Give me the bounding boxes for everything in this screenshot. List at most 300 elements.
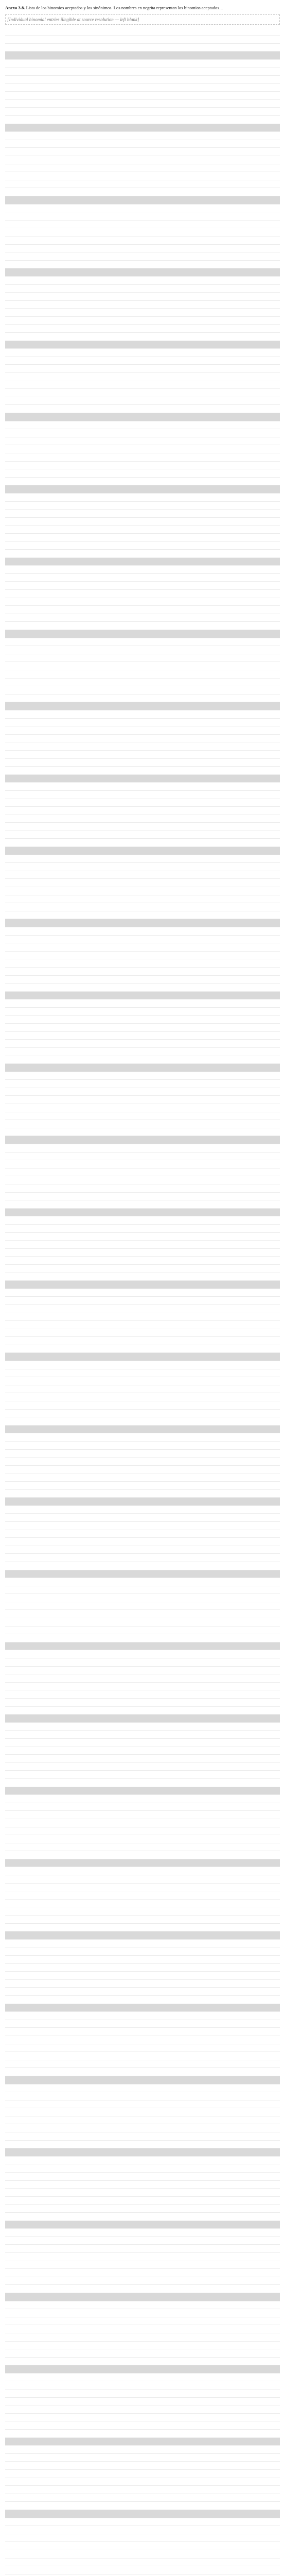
list-item — [5, 228, 280, 236]
list-item — [5, 815, 280, 823]
list-item — [5, 44, 280, 52]
list-item — [5, 2358, 280, 2366]
list-item — [5, 1056, 280, 1064]
list-item — [5, 622, 280, 630]
list-item — [5, 317, 280, 325]
list-item — [5, 1996, 280, 2004]
list-item — [5, 1241, 280, 1249]
list-item — [5, 638, 280, 647]
list-item — [5, 1586, 280, 1595]
list-item — [5, 132, 280, 140]
list-item — [5, 413, 280, 421]
list-item — [5, 205, 280, 213]
list-item — [5, 871, 280, 879]
list-item — [5, 1683, 280, 1691]
list-item — [5, 1747, 280, 1755]
list-item — [5, 879, 280, 887]
list-item — [5, 839, 280, 847]
list-item — [5, 919, 280, 927]
list-item — [5, 268, 280, 277]
list-item — [5, 349, 280, 357]
illegible-notice: [Individual binomial entries illegible at source resolution — left blank] — [5, 14, 280, 25]
list-item — [5, 542, 280, 550]
list-item — [5, 188, 280, 196]
list-item — [5, 76, 280, 84]
list-item — [5, 566, 280, 574]
list-item — [5, 984, 280, 992]
list-caption-prefix: Anexo 3.8. — [5, 5, 25, 10]
list-item — [5, 1273, 280, 1281]
list-item — [5, 437, 280, 446]
list-item — [5, 1715, 280, 1723]
list-item — [5, 694, 280, 703]
list-item — [5, 2148, 280, 2157]
list-item — [5, 1980, 280, 1988]
list-item — [5, 2092, 280, 2100]
list-item — [5, 1884, 280, 1892]
list-item — [5, 28, 280, 36]
list-item — [5, 60, 280, 68]
list-item — [5, 1072, 280, 1080]
list-item — [5, 180, 280, 189]
list-item — [5, 1104, 280, 1112]
list-item — [5, 959, 280, 968]
list-item — [5, 2414, 280, 2422]
list-item — [5, 1795, 280, 1803]
list-item — [5, 2374, 280, 2382]
list-item — [5, 1329, 280, 1337]
list-item — [5, 1321, 280, 1329]
list-item — [5, 582, 280, 590]
list-item — [5, 767, 280, 775]
list-item — [5, 759, 280, 767]
list-item — [5, 1209, 280, 1217]
list-caption — [5, 5, 280, 11]
list-item — [5, 1008, 280, 1016]
list-item — [5, 1498, 280, 1506]
list-item — [5, 968, 280, 976]
list-item — [5, 52, 280, 60]
list-item — [5, 172, 280, 180]
list-item — [5, 1707, 280, 1715]
list-item — [5, 236, 280, 245]
list-item — [5, 2205, 280, 2213]
list-item — [5, 1506, 280, 1514]
list-item — [5, 1658, 280, 1667]
list-item — [5, 2285, 280, 2293]
list-item — [5, 1225, 280, 1233]
list-item — [5, 2084, 280, 2093]
list-item — [5, 895, 280, 904]
list-item — [5, 1907, 280, 1916]
list-item — [5, 911, 280, 920]
list-item — [5, 1265, 280, 1273]
list-item — [5, 1016, 280, 1024]
list-item — [5, 590, 280, 598]
list-item — [5, 534, 280, 542]
list-item — [5, 936, 280, 944]
list-item — [5, 1088, 280, 1096]
list-item — [5, 2124, 280, 2132]
list-item — [5, 686, 280, 694]
list-item — [5, 2108, 280, 2116]
list-item — [5, 1040, 280, 1048]
list-item — [5, 2333, 280, 2342]
list-item — [5, 1859, 280, 1868]
list-item — [5, 1610, 280, 1618]
list-item — [5, 293, 280, 301]
list-item — [5, 807, 280, 815]
list-item — [5, 245, 280, 253]
list-item — [5, 702, 280, 710]
list-item — [5, 1184, 280, 1193]
list-item — [5, 823, 280, 831]
list-item — [5, 2141, 280, 2149]
list-item — [5, 2229, 280, 2237]
list-item — [5, 1385, 280, 1394]
list-item — [5, 2389, 280, 2398]
list-item — [5, 2004, 280, 2012]
list-item — [5, 2197, 280, 2205]
list-item — [5, 1811, 280, 1819]
list-item — [5, 1755, 280, 1763]
list-item — [5, 999, 280, 1008]
list-item — [5, 558, 280, 566]
list-item — [5, 2486, 280, 2494]
list-item — [5, 2365, 280, 2374]
list-item — [5, 2325, 280, 2333]
list-item — [5, 1988, 280, 1996]
list-item — [5, 124, 280, 132]
list-item — [5, 1433, 280, 1442]
list-item — [5, 1442, 280, 1450]
list-item — [5, 614, 280, 622]
list-item — [5, 2398, 280, 2406]
list-item — [5, 485, 280, 494]
list-item — [5, 84, 280, 92]
list-item — [5, 2342, 280, 2350]
list-item — [5, 2405, 280, 2414]
list-item — [5, 2446, 280, 2454]
list-item — [5, 196, 280, 205]
list-item — [5, 1642, 280, 1651]
list-item — [5, 277, 280, 285]
list-item — [5, 630, 280, 638]
list-item — [5, 397, 280, 405]
list-item — [5, 2173, 280, 2181]
list-item — [5, 1417, 280, 1426]
list-item — [5, 863, 280, 871]
list-item — [5, 261, 280, 269]
list-item — [5, 1626, 280, 1635]
list-item — [5, 518, 280, 526]
list-item — [5, 831, 280, 839]
synonym-list — [5, 28, 280, 2576]
list-item — [5, 2502, 280, 2510]
list-item — [5, 1956, 280, 1964]
list-item — [5, 92, 280, 100]
list-item — [5, 791, 280, 799]
list-item — [5, 1594, 280, 1602]
list-item — [5, 976, 280, 984]
list-item — [5, 1361, 280, 1369]
list-item — [5, 2181, 280, 2189]
list-item — [5, 662, 280, 670]
list-item — [5, 1931, 280, 1940]
list-item — [5, 710, 280, 719]
list-item — [5, 1281, 280, 1289]
list-item — [5, 2381, 280, 2389]
list-item — [5, 381, 280, 389]
list-item — [5, 285, 280, 293]
list-item — [5, 1136, 280, 1144]
list-item — [5, 1891, 280, 1900]
list-item — [5, 1257, 280, 1265]
list-item — [5, 1369, 280, 1378]
list-item — [5, 1554, 280, 1562]
list-item — [5, 2164, 280, 2173]
list-item — [5, 2430, 280, 2438]
list-item — [5, 726, 280, 735]
list-item — [5, 1289, 280, 1297]
list-item — [5, 2293, 280, 2301]
list-item — [5, 1667, 280, 1675]
list-item — [5, 1690, 280, 1699]
list-item — [5, 469, 280, 478]
list-item — [5, 252, 280, 261]
list-item — [5, 2494, 280, 2502]
list-item — [5, 116, 280, 124]
list-item — [5, 2157, 280, 2165]
list-item — [5, 2221, 280, 2229]
list-item — [5, 1377, 280, 1385]
list-item — [5, 2534, 280, 2543]
list-item — [5, 2060, 280, 2069]
list-item — [5, 2550, 280, 2558]
list-item — [5, 1916, 280, 1924]
list-item — [5, 1570, 280, 1579]
list-item — [5, 1080, 280, 1088]
list-item — [5, 2558, 280, 2567]
list-item — [5, 1450, 280, 1458]
list-item — [5, 212, 280, 221]
list-item — [5, 1064, 280, 1072]
list-item — [5, 2012, 280, 2020]
list-item — [5, 1401, 280, 1410]
list-item — [5, 309, 280, 317]
list-item — [5, 679, 280, 687]
list-item — [5, 478, 280, 486]
list-item — [5, 1112, 280, 1121]
list-item — [5, 574, 280, 582]
list-item — [5, 2349, 280, 2358]
list-item — [5, 887, 280, 895]
list-item — [5, 719, 280, 727]
list-item — [5, 1426, 280, 1434]
list-item — [5, 2526, 280, 2534]
list-item — [5, 156, 280, 164]
list-item — [5, 1731, 280, 1739]
list-item — [5, 1650, 280, 1658]
list-item — [5, 1200, 280, 1209]
list-item — [5, 333, 280, 341]
list-item — [5, 606, 280, 614]
list-item — [5, 2542, 280, 2550]
list-item — [5, 357, 280, 365]
list-item — [5, 927, 280, 936]
list-item — [5, 1803, 280, 1811]
list-item — [5, 1900, 280, 1908]
list-item — [5, 735, 280, 743]
list-item — [5, 1739, 280, 1747]
list-item — [5, 1578, 280, 1586]
list-item — [5, 1602, 280, 1611]
list-item — [5, 494, 280, 502]
list-item — [5, 1618, 280, 1626]
list-item — [5, 2566, 280, 2574]
list-item — [5, 1835, 280, 1843]
list-item — [5, 1144, 280, 1153]
list-item — [5, 1924, 280, 1932]
list-item — [5, 1522, 280, 1530]
list-item — [5, 445, 280, 453]
list-item — [5, 1249, 280, 1257]
list-item — [5, 1337, 280, 1345]
list-item — [5, 598, 280, 606]
list-item — [5, 2189, 280, 2197]
list-item — [5, 1530, 280, 1538]
list-item — [5, 1458, 280, 1466]
list-item — [5, 903, 280, 911]
list-item — [5, 1153, 280, 1161]
list-item — [5, 421, 280, 430]
list-item — [5, 1851, 280, 1859]
list-item — [5, 2052, 280, 2060]
list-item — [5, 1972, 280, 1980]
list-item — [5, 389, 280, 397]
list-item — [5, 2237, 280, 2245]
list-item — [5, 1771, 280, 1779]
list-item — [5, 1313, 280, 1321]
list-item — [5, 847, 280, 855]
list-item — [5, 1538, 280, 1546]
list-item — [5, 2301, 280, 2310]
list-item — [5, 526, 280, 534]
list-item — [5, 2028, 280, 2036]
list-item — [5, 510, 280, 518]
list-item — [5, 502, 280, 510]
list-item — [5, 1723, 280, 1731]
list-item — [5, 2309, 280, 2317]
list-item — [5, 2245, 280, 2253]
list-caption-text: Lista de los binomios aceptados y los sinónimos. Los nombres en negrita representan los binomios aceptados… — [26, 5, 224, 10]
list-item — [5, 221, 280, 229]
list-item — [5, 1827, 280, 1836]
list-item — [5, 1779, 280, 1787]
list-item — [5, 855, 280, 863]
list-item — [5, 462, 280, 470]
list-item — [5, 1875, 280, 1884]
list-item — [5, 1843, 280, 1852]
list-item — [5, 67, 280, 76]
list-item — [5, 992, 280, 1000]
list-item — [5, 2438, 280, 2446]
list-item — [5, 1867, 280, 1875]
list-item — [5, 140, 280, 148]
list-item — [5, 1193, 280, 1201]
list-item — [5, 341, 280, 349]
list-item — [5, 1763, 280, 1771]
list-item — [5, 943, 280, 952]
list-item — [5, 1233, 280, 1241]
list-item — [5, 654, 280, 663]
list-item — [5, 2421, 280, 2430]
list-item — [5, 100, 280, 108]
list-item — [5, 1305, 280, 1313]
list-item — [5, 373, 280, 381]
list-item — [5, 2277, 280, 2285]
list-item — [5, 1634, 280, 1642]
list-item — [5, 1410, 280, 1418]
list-item — [5, 952, 280, 960]
list-item — [5, 2044, 280, 2053]
list-item — [5, 670, 280, 679]
list-item — [5, 405, 280, 413]
list-item — [5, 164, 280, 173]
list-item — [5, 1160, 280, 1168]
list-item — [5, 2317, 280, 2326]
list-item — [5, 742, 280, 751]
list-item — [5, 1120, 280, 1128]
list-item — [5, 2100, 280, 2109]
list-item — [5, 301, 280, 309]
list-item — [5, 365, 280, 373]
list-item — [5, 783, 280, 791]
list-item — [5, 108, 280, 116]
list-item — [5, 2518, 280, 2527]
list-item — [5, 646, 280, 654]
list-item — [5, 2116, 280, 2125]
list-item — [5, 1490, 280, 1498]
list-item — [5, 1819, 280, 1827]
list-item — [5, 751, 280, 759]
list-item — [5, 2036, 280, 2044]
list-item — [5, 1216, 280, 1225]
list-item — [5, 2269, 280, 2277]
list-item — [5, 1674, 280, 1683]
list-item — [5, 2213, 280, 2221]
list-item — [5, 429, 280, 437]
list-item — [5, 1699, 280, 1707]
list-item — [5, 2020, 280, 2028]
list-item — [5, 799, 280, 807]
list-item — [5, 2478, 280, 2486]
list-item — [5, 1466, 280, 1474]
list-item — [5, 1032, 280, 1040]
list-item — [5, 1353, 280, 1361]
list-item — [5, 1297, 280, 1305]
list-item — [5, 2253, 280, 2261]
list-item — [5, 1128, 280, 1137]
list-item — [5, 2261, 280, 2269]
list-item — [5, 1546, 280, 1554]
list-item — [5, 1964, 280, 1972]
list-item — [5, 2454, 280, 2462]
list-item — [5, 1940, 280, 1948]
list-item — [5, 36, 280, 44]
list-item — [5, 325, 280, 333]
list-item — [5, 1562, 280, 1570]
